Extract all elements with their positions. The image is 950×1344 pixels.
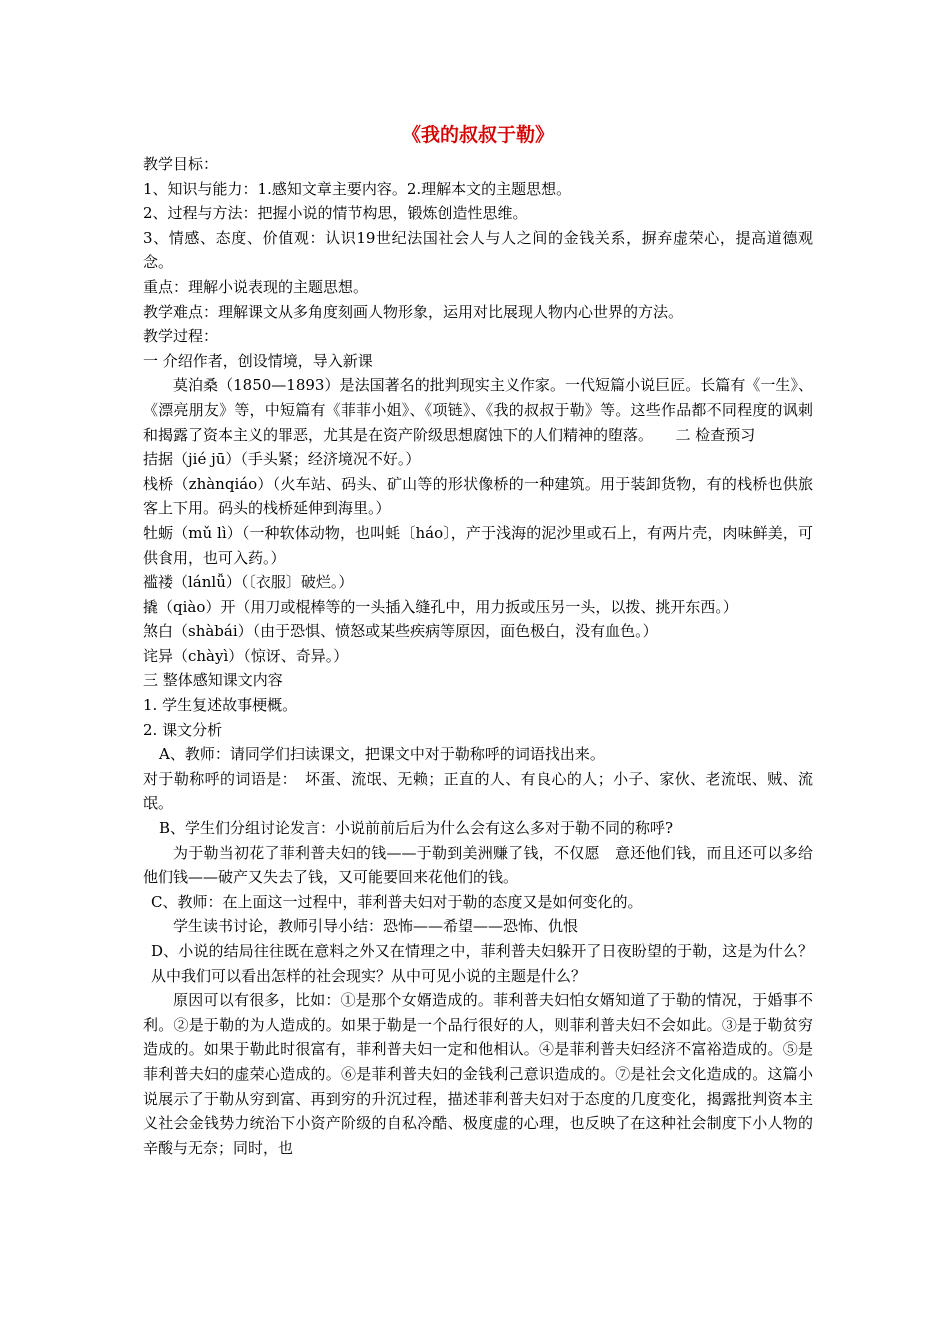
teaching-process-heading: 教学过程：	[143, 327, 219, 346]
analysis-b: B、学生们分组讨论发言：小说前前后后为什么会有这么多对于勒不同的称呼?	[159, 819, 674, 838]
vocab-lanlv: 褴褛（lánlǚ）（〔衣服〕破烂。）	[143, 573, 354, 592]
key-point: 重点：理解小说表现的主题思想。	[143, 277, 369, 296]
analysis-a-answer: 对于勒称呼的词语是： 坏蛋、流氓、无赖；正直的人、有良心的人；小子、家伙、老流氓、贼、流氓。	[143, 769, 813, 813]
goal-values: 3、情感、态度、价值观：认识19世纪法国社会人与人之间的金钱关系，摒弃虚荣心，提高道德观念。	[143, 228, 813, 272]
analysis-b-answer: 为于勒当初花了菲利普夫妇的钱——于勒到美洲赚了钱，不仅愿 意还他们钱，而且还可以多给他们钱——破产又失去了钱，又可能要回来花他们的钱。	[143, 843, 813, 887]
analysis-d-answer: 原因可以有很多，比如：①是那个女婿造成的。菲利普夫妇怕女婿知道了于勒的情况，于婚事不利。②是于勒的为人造成的。如果于勒是一个品行很好的人，则菲利普夫妇不会如此。③是于勒贫穷造成的。如果于勒此时很富有，菲利普夫妇一定和他相认。④是菲利普夫妇经济不富裕造成的。⑤是菲利普夫妇的虚荣心造成的。⑥是菲利普夫妇的金钱利己意识造成的。⑦是社会文化造成的。这篇小说展示了于勒从穷到富、再到穷的升沉过程，描述菲利普夫妇对于态度的几度变化，揭露批判资本主义社会金钱势力统治下小资产阶级的自私冷酷、极度虚的心理，也反映了在这种社会制度下小人物的辛酸与无奈；同时，也	[143, 991, 813, 1157]
analysis-c-answer: 学生读书讨论，教师引导小结：恐怖——希望——恐怖、仇恨	[173, 917, 579, 936]
section-three-heading: 三 整体感知课文内容	[143, 671, 283, 690]
section-one-heading: 一 介绍作者，创设情境，导入新课	[143, 351, 373, 370]
teaching-goals-heading: 教学目标：	[143, 155, 219, 173]
vocab-muli: 牡蛎（mǔ lì）（一种软体动物，也叫蚝〔háo〕，产于浅海的泥沙里或石上，有两片壳，肉味鲜美，可供食用，也可入药。）	[143, 523, 813, 567]
author-intro-paragraph: 莫泊桑（1850—1893）是法国著名的批判现实主义作家。一代短篇小说巨匠。长篇有《一生》、《漂亮朋友》等，中短篇有《菲菲小姐》、《项链》、《我的叔叔于勒》等。这些作品都不同程度的讽刺和揭露了资本主义的罪恶，尤其是在资产阶级思想腐蚀下的人们精神的堕落。 二 检查预习	[143, 376, 813, 444]
vocab-zhanqiao: 栈桥（zhànqiáo）（火车站、码头、矿山等的形状像桥的一种建筑。用于装卸货物，有的栈桥也供旅客上下用。码头的栈桥延伸到海里。）	[143, 474, 813, 518]
analysis-c: C、教师：在上面这一过程中，菲利普夫妇对于勒的态度又是如何变化的。	[151, 892, 643, 911]
document-title: 《我的叔叔于勒》	[401, 124, 554, 146]
goal-knowledge: 1、知识与能力：1.感知文章主要内容。2.理解本文的主题思想。	[143, 179, 572, 198]
difficult-point: 教学难点：理解课文从多角度刻画人物形象，运用对比展现人物内心世界的方法。	[143, 302, 684, 321]
step-retell: 1. 学生复述故事梗概。	[143, 696, 298, 715]
vocab-jieju: 拮据（jié jū）（手头紧；经济境况不好。）	[143, 450, 421, 469]
vocab-qiao: 撬（qiào）开（用刀或棍棒等的一头插入缝孔中，用力扳或压另一头，以拨、挑开东西。）	[143, 597, 738, 616]
analysis-a: A、教师：请同学们扫读课文，把课文中对于勒称呼的词语找出来。	[159, 745, 605, 764]
goal-process: 2、过程与方法：把握小说的情节构思，锻炼创造性思维。	[143, 204, 528, 223]
vocab-chayi: 诧异（chàyì）（惊讶、奇异。）	[143, 646, 349, 665]
step-analysis: 2. 课文分析	[143, 720, 223, 739]
document-body	[143, 123, 813, 1160]
vocab-shabai: 煞白（shàbái）（由于恐惧、愤怒或某些疾病等原因，面色极白，没有血色。）	[143, 622, 658, 641]
analysis-d: D、小说的结局往往既在意料之外又在情理之中，菲利普夫妇躲开了日夜盼望的于勒，这是为什么？从中我们可以看出怎样的社会现实？从中可见小说的主题是什么？	[151, 942, 813, 985]
